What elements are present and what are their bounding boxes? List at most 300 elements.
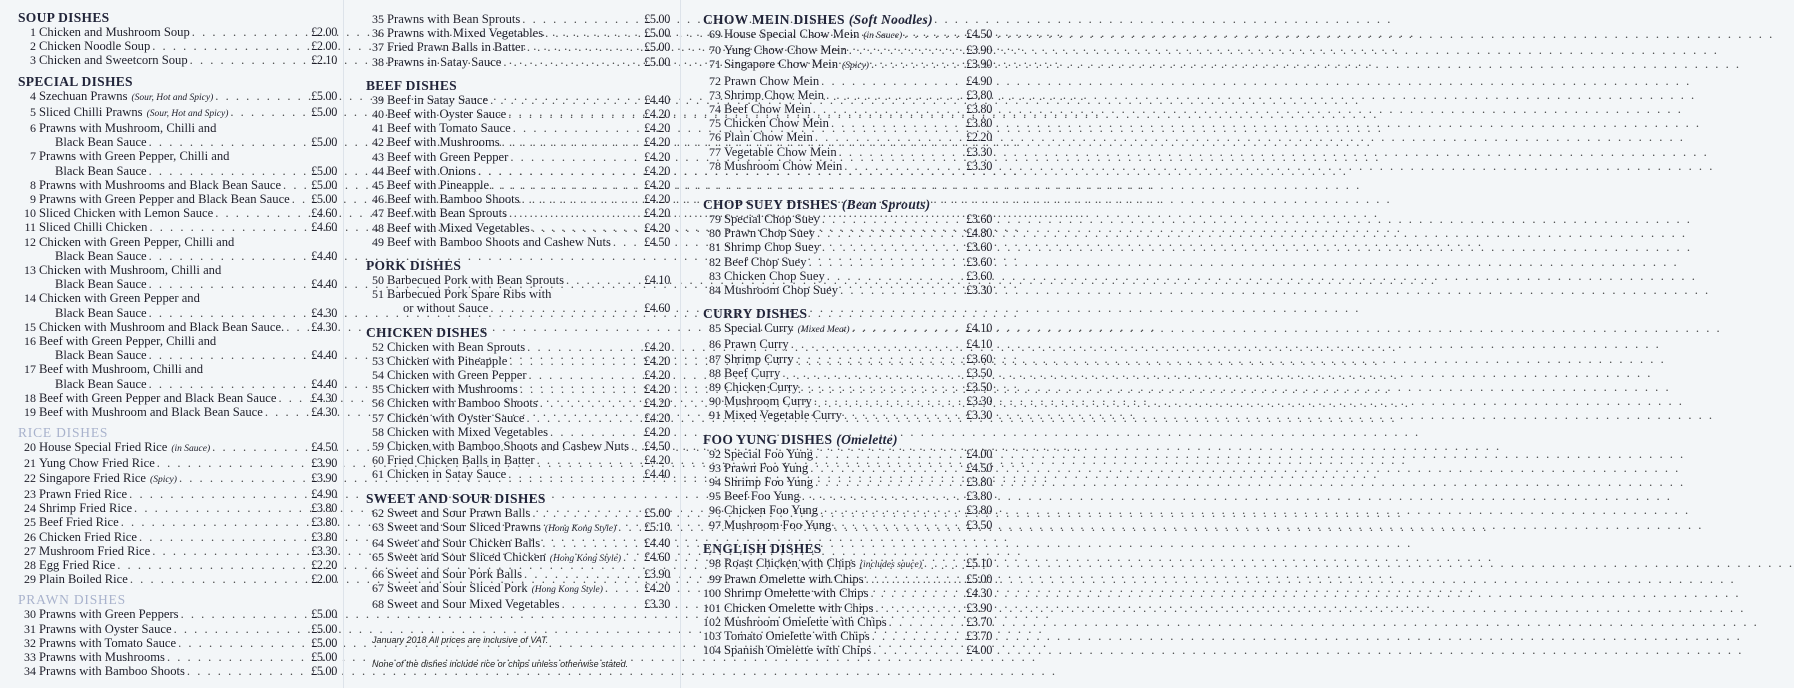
section-title: SOUP DISHES — [18, 10, 110, 25]
menu-item — [703, 643, 992, 657]
dot-leader — [545, 26, 642, 40]
section-subtitle: (Bean Sprouts) — [841, 197, 931, 213]
section-prawn-dishes-continued — [366, 12, 670, 69]
item-name: Beef with Green Pepper, Chilli and — [39, 334, 217, 349]
item-number: 86 — [709, 337, 721, 352]
item-price: £2.00 — [311, 25, 337, 39]
section-subtitle: (Soft Noodles) — [848, 12, 933, 27]
dot-leader — [844, 408, 964, 422]
item-name: Chicken with Pineapple — [387, 353, 508, 368]
item-number: 47 — [372, 206, 384, 221]
item-name: Beef with Oyster Sauce — [387, 107, 507, 122]
menu-item — [366, 581, 670, 597]
item-name: Special Foo Yung — [724, 446, 814, 461]
item-name: Prawn Foo Yung — [724, 460, 809, 475]
item-price: £3.90 — [311, 470, 337, 485]
item-note: (includes sauce) — [859, 559, 922, 570]
item-price: £4.30 — [311, 305, 337, 320]
dot-leader — [187, 664, 309, 678]
item-number: 80 — [709, 226, 721, 241]
dot-leader — [889, 615, 964, 629]
item-number: 89 — [709, 380, 721, 395]
dot-leader — [566, 273, 642, 287]
dot-leader — [817, 226, 964, 240]
item-number: 88 — [709, 365, 721, 380]
menu-item — [703, 269, 992, 283]
section-heading — [18, 592, 337, 607]
item-price: £4.40 — [644, 92, 670, 107]
menu-item — [366, 55, 670, 69]
item-price: £5.00 — [311, 88, 337, 103]
dot-leader — [815, 447, 964, 461]
menu-item — [18, 362, 337, 376]
item-number: 7 — [30, 149, 36, 164]
menu-item — [18, 263, 337, 277]
dot-leader — [623, 550, 642, 564]
item-price: £4.40 — [311, 348, 337, 363]
item-price: £4.20 — [644, 163, 670, 178]
menu-item — [703, 321, 992, 337]
item-name-continued: Black Bean Sauce — [55, 277, 147, 292]
item-price: £3.30 — [311, 543, 337, 558]
item-number: 11 — [24, 220, 36, 235]
menu-item — [703, 366, 992, 380]
item-number: 72 — [709, 73, 721, 88]
dot-leader — [510, 150, 642, 164]
section-pork-dishes — [366, 258, 670, 316]
dot-leader — [866, 572, 964, 586]
item-name: Prawns in Satay Sauce — [387, 54, 502, 69]
menu-item — [18, 530, 337, 544]
menu-item — [703, 461, 992, 475]
dot-leader — [149, 135, 309, 149]
item-price: £5.00 — [644, 505, 670, 520]
item-number: 29 — [24, 572, 36, 587]
menu-item — [703, 43, 992, 57]
item-name: Sweet and Sour Pork Balls — [387, 566, 523, 581]
section-heading — [703, 541, 992, 556]
item-price: £4.20 — [644, 149, 670, 164]
dot-leader — [490, 93, 642, 107]
menu-item — [703, 74, 992, 88]
item-note: (Spicy) — [842, 61, 869, 72]
dot-leader — [813, 102, 964, 116]
section-heading — [703, 306, 992, 321]
item-note: (Spicy) — [150, 474, 177, 485]
menu-item — [703, 601, 992, 615]
dot-leader — [192, 25, 309, 39]
dot-leader — [810, 461, 964, 475]
item-price: £3.80 — [311, 501, 337, 516]
item-number: 40 — [372, 107, 384, 122]
item-price: £4.20 — [644, 353, 670, 368]
item-name: Singapore Chow Mein — [724, 57, 839, 72]
dot-leader — [292, 192, 309, 206]
item-price: £4.90 — [966, 73, 992, 88]
menu-item — [18, 515, 337, 529]
item-name: Beef with Mushrooms — [387, 135, 500, 150]
dot-leader — [522, 192, 642, 206]
menu-item — [703, 88, 992, 102]
menu-item — [18, 220, 337, 234]
item-price: £3.60 — [966, 268, 992, 283]
section-chow-mein-dishes — [703, 12, 992, 173]
dot-leader — [508, 467, 642, 481]
item-name: Chicken with Green Pepper, Chilli and — [39, 234, 235, 249]
dot-leader — [149, 277, 309, 291]
section-title: PRAWN DISHES — [18, 592, 126, 608]
menu-item — [703, 447, 992, 461]
item-name: Spanish Omelette with Chips — [724, 643, 872, 658]
menu-item — [703, 408, 992, 422]
item-name: Egg Fried Rice — [39, 557, 116, 572]
item-name: Yung Chow Chow Mein — [724, 43, 847, 58]
item-number: 60 — [372, 453, 384, 468]
item-price: £5.00 — [311, 607, 337, 622]
menu-item — [18, 291, 337, 305]
item-price: £2.10 — [311, 53, 337, 68]
menu-item — [366, 287, 670, 301]
item-number: 94 — [709, 475, 721, 490]
dot-leader — [522, 12, 642, 26]
menu-item — [366, 150, 670, 164]
item-price: £2.00 — [311, 39, 337, 54]
item-name: Barbecued Pork with Bean Sprouts — [387, 273, 564, 288]
item-price: £4.10 — [644, 273, 670, 288]
dot-leader — [802, 489, 964, 503]
item-number: 36 — [372, 26, 384, 41]
item-number: 85 — [709, 321, 721, 336]
dot-leader — [809, 255, 965, 269]
item-price: £4.60 — [311, 206, 337, 221]
item-price: £4.00 — [966, 446, 992, 461]
menu-item — [366, 192, 670, 206]
dot-leader — [550, 425, 642, 439]
dot-leader — [139, 530, 309, 544]
item-number: 25 — [24, 515, 36, 530]
item-name: Plain Boiled Rice — [39, 572, 128, 587]
item-name: Chicken with Mixed Vegetables — [387, 424, 549, 439]
item-price: £3.30 — [644, 596, 670, 611]
item-name-continued: Black Bean Sauce — [55, 305, 147, 320]
dot-leader — [924, 556, 964, 570]
item-name: Chicken Chop Suey — [724, 268, 825, 283]
dot-leader — [542, 536, 642, 550]
item-price: £4.50 — [644, 234, 670, 249]
item-number: 43 — [372, 149, 384, 164]
menu-item — [703, 615, 992, 629]
item-price: £4.40 — [644, 467, 670, 482]
section-special-dishes — [18, 74, 337, 420]
item-price: £3.70 — [966, 628, 992, 643]
item-number: 15 — [24, 319, 36, 334]
dot-leader — [129, 487, 309, 501]
dot-leader — [149, 377, 309, 391]
dot-leader — [490, 301, 642, 315]
item-number: 91 — [709, 408, 721, 423]
dot-leader — [157, 456, 309, 470]
dot-leader — [826, 88, 964, 102]
item-name: Chicken with Bamboo Shoots and Cashew Nuts — [387, 439, 630, 454]
item-price: £4.30 — [311, 319, 337, 334]
dot-leader — [871, 57, 964, 71]
item-price: £5.10 — [966, 555, 992, 570]
item-number: 44 — [372, 163, 384, 178]
item-number: 12 — [24, 234, 36, 249]
menu-item — [703, 572, 992, 586]
item-number: 93 — [709, 460, 721, 475]
item-name: Prawn Chop Suey — [724, 226, 815, 241]
item-name: Chicken with Mushroom and Black Bean Sauce. — [39, 319, 285, 334]
item-price: £3.80 — [966, 489, 992, 504]
item-number: 52 — [372, 339, 384, 354]
item-name: House Special Chow Mein — [724, 27, 860, 41]
item-note: (Sour, Hot and Spicy) — [131, 92, 214, 103]
item-price: £4.20 — [644, 424, 670, 439]
item-price: £3.80 — [966, 87, 992, 102]
dot-leader — [491, 178, 642, 192]
item-name: Prawns with Tomato Sauce — [39, 635, 177, 650]
menu-item — [703, 337, 992, 351]
dot-leader — [529, 368, 643, 382]
item-price: £3.50 — [966, 365, 992, 380]
item-price: £5.00 — [311, 163, 337, 178]
dot-leader — [167, 650, 309, 664]
item-price: £4.20 — [644, 135, 670, 150]
menu-item — [366, 382, 670, 396]
dot-leader — [873, 643, 964, 657]
item-price: £3.60 — [966, 254, 992, 269]
menu-item — [703, 394, 992, 408]
item-number: 61 — [372, 467, 384, 482]
item-number: 53 — [372, 353, 384, 368]
item-price: £5.10 — [644, 519, 670, 534]
item-number: 27 — [24, 543, 36, 558]
item-name: Beef Chow Mein — [724, 102, 811, 117]
dot-leader — [520, 382, 642, 396]
item-name: Prawns with Green Pepper and Black Bean Sauce — [39, 192, 290, 207]
item-price: £3.90 — [966, 600, 992, 615]
item-price: £3.80 — [966, 475, 992, 490]
menu-item — [18, 487, 337, 501]
item-name-continued: Black Bean Sauce — [55, 248, 147, 263]
item-number: 62 — [372, 505, 384, 520]
section-heading — [18, 425, 337, 440]
menu-item — [18, 121, 337, 135]
menu-item — [703, 586, 992, 600]
section-chop-suey-dishes — [703, 197, 992, 297]
menu-item-continuation — [18, 377, 337, 391]
dot-leader — [152, 544, 309, 558]
item-price: £4.20 — [644, 580, 670, 595]
item-price: £3.50 — [966, 517, 992, 532]
menu-item — [18, 39, 337, 53]
item-number: 79 — [709, 212, 721, 227]
item-price: £4.20 — [644, 121, 670, 136]
item-number: 102 — [703, 614, 721, 629]
item-number: 45 — [372, 178, 384, 193]
menu-item — [366, 340, 670, 354]
item-number: 76 — [709, 130, 721, 145]
item-name: Beef Foo Yung — [724, 489, 800, 504]
item-note: (Hong Kong Style) — [549, 554, 622, 565]
item-price: £3.80 — [966, 102, 992, 117]
item-number: 37 — [372, 40, 384, 55]
item-number: 73 — [709, 87, 721, 102]
dot-leader — [852, 321, 964, 335]
item-number: 81 — [709, 240, 721, 255]
item-number: 71 — [709, 57, 721, 72]
menu-item — [18, 636, 337, 650]
item-number: 74 — [709, 102, 721, 117]
menu-item — [18, 471, 337, 487]
item-name: Sliced Chilli Chicken — [39, 220, 148, 235]
menu-item — [703, 159, 992, 173]
item-name: Mixed Vegetable Curry — [724, 408, 842, 423]
item-number: 34 — [24, 664, 36, 679]
dot-leader — [827, 269, 964, 283]
section-heading — [18, 74, 337, 89]
dot-leader — [791, 337, 964, 351]
menu-item — [366, 411, 670, 425]
dot-leader — [849, 43, 964, 57]
dot-leader — [230, 105, 309, 119]
section-chicken-dishes — [366, 325, 670, 482]
item-name: Chicken with Green Pepper and — [39, 291, 200, 306]
dot-leader — [283, 178, 309, 192]
item-number: 103 — [703, 628, 721, 643]
item-number: 9 — [30, 192, 36, 207]
item-note: (Sour, Hot and Spicy) — [146, 108, 229, 119]
item-price: £4.20 — [644, 396, 670, 411]
item-price: £4.60 — [644, 550, 670, 565]
dot-leader — [872, 629, 964, 643]
dot-leader — [839, 145, 964, 159]
dot-leader — [532, 221, 642, 235]
section-title: SPECIAL DISHES — [18, 73, 133, 89]
item-name: Beef with Green Pepper — [387, 149, 509, 164]
dot-leader — [174, 622, 310, 636]
item-price: £5.00 — [311, 649, 337, 664]
menu-item — [366, 206, 670, 220]
dot-leader — [815, 130, 964, 144]
menu-item — [366, 506, 670, 520]
item-number: 30 — [24, 607, 36, 622]
menu-item — [18, 572, 337, 586]
menu-item — [703, 130, 992, 144]
menu-item — [366, 536, 670, 550]
item-number: 13 — [24, 263, 36, 278]
menu-item — [366, 26, 670, 40]
item-price: £5.00 — [311, 177, 337, 192]
item-name: Mushroom Chop Suey — [724, 283, 839, 298]
item-name: Prawns with Bamboo Shoots — [39, 664, 185, 679]
item-number: 78 — [709, 158, 721, 173]
item-price: £5.00 — [311, 664, 337, 679]
menu-item — [18, 456, 337, 470]
menu-item — [703, 145, 992, 159]
item-name: Chicken with Mushrooms — [387, 382, 518, 397]
section-foo-yung-dishes — [703, 432, 992, 532]
item-name: Chicken with Oyster Sauce — [387, 410, 525, 425]
item-name: Chicken in Satay Sauce — [387, 467, 507, 482]
item-number: 8 — [30, 177, 36, 192]
item-name: Prawn Chow Mein — [724, 73, 820, 88]
item-name: Beef with Mushroom and Black Bean Sauce — [39, 405, 263, 420]
menu-item — [366, 453, 670, 467]
menu-item — [18, 206, 337, 220]
menu-item — [366, 425, 670, 439]
item-name: Mushroom Foo Yung — [724, 517, 832, 532]
item-number: 14 — [24, 291, 36, 306]
menu-item — [366, 40, 670, 54]
item-price: £4.50 — [966, 460, 992, 475]
item-note: (Mixed Meat) — [797, 325, 850, 336]
item-number: 50 — [372, 273, 384, 288]
item-number: 42 — [372, 135, 384, 150]
item-note: (Hong Kong Style) — [531, 584, 603, 595]
item-name: Beef Fried Rice — [39, 515, 119, 530]
menu-item — [703, 503, 992, 517]
menu-item — [18, 334, 337, 348]
item-number: 99 — [709, 572, 721, 587]
item-number: 39 — [372, 92, 384, 107]
item-name: Mushroom Chow Mein — [724, 158, 843, 173]
dot-leader — [796, 352, 964, 366]
item-price: £4.10 — [966, 337, 992, 352]
dot-leader — [478, 164, 642, 178]
item-name: Beef with Bean Sprouts — [387, 206, 507, 221]
item-price: £3.70 — [966, 614, 992, 629]
dot-leader — [509, 206, 642, 220]
item-name: Special Curry — [724, 321, 794, 336]
item-number: 65 — [372, 550, 384, 565]
item-name: Plain Chow Mein — [724, 130, 813, 145]
item-note: (in Sauce) — [863, 31, 903, 41]
menu-item — [366, 467, 670, 481]
item-name: Chicken and Sweetcorn Soup — [39, 53, 188, 68]
item-name: Beef with Onions — [387, 163, 476, 178]
item-name: Sweet and Sour Mixed Vegetables — [387, 596, 560, 611]
menu-item — [366, 235, 670, 249]
section-rice-dishes — [18, 425, 337, 586]
menu-item — [366, 597, 670, 611]
item-name: Mushroom Curry — [724, 394, 812, 409]
item-price: £5.00 — [311, 621, 337, 636]
dot-leader — [117, 558, 309, 572]
dot-leader — [822, 212, 964, 226]
dot-leader — [130, 572, 309, 586]
item-number: 4 — [30, 88, 36, 103]
dot-leader — [149, 220, 309, 234]
item-price: £4.40 — [311, 277, 337, 292]
dot-leader — [831, 116, 964, 130]
item-name: Beef Chop Suey — [724, 254, 807, 269]
item-number: 3 — [30, 53, 36, 68]
rice-chips-footnote: None of the dishes include rice or chips unless otherwise stated. — [372, 659, 629, 670]
dot-leader — [801, 380, 965, 394]
item-number: 95 — [709, 489, 721, 504]
menu-item — [18, 650, 337, 664]
menu-item — [366, 93, 670, 107]
item-name: Chicken Noodle Soup — [39, 39, 151, 54]
menu-item-continuation — [18, 348, 337, 362]
item-price: £4.40 — [311, 376, 337, 391]
menu-item — [366, 273, 670, 287]
item-number: 31 — [24, 621, 36, 636]
menu-item — [366, 178, 670, 192]
item-number: 98 — [709, 555, 721, 570]
